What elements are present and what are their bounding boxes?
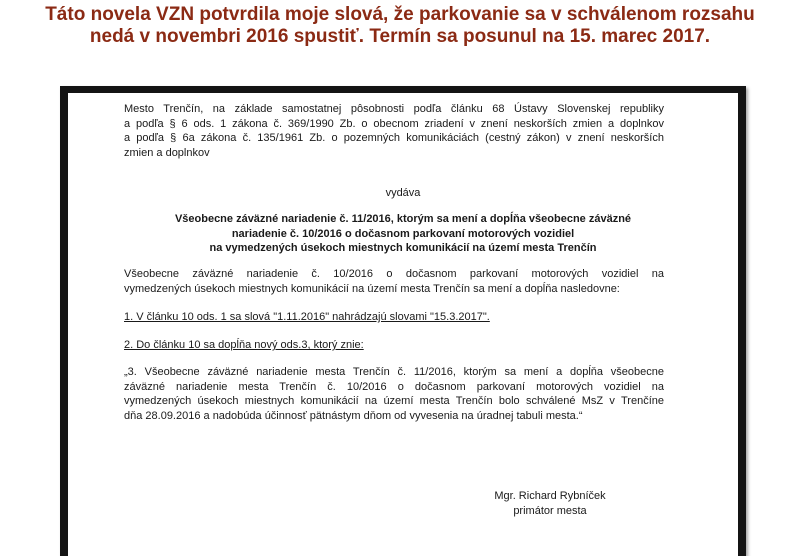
amendment-intro-paragraph (124, 267, 664, 296)
regulation-title (108, 212, 698, 256)
legal-basis-paragraph (124, 102, 664, 160)
issues-word: vydáva (385, 187, 421, 199)
quote-line: záväzné nariadenie mesta Trenčín č. 10/2016 o dočasnom parkovaní motorových vozidiel na (124, 380, 664, 393)
headline (0, 4, 800, 48)
document-page (68, 93, 738, 556)
amendment-point-2: 2. Do článku 10 sa dopĺňa nový ods.3, ktorý znie: (124, 339, 364, 351)
amendment-point-1: 1. V článku 10 ods. 1 sa slová "1.11.2016" nahrádzajú slovami "15.3.2017". (124, 311, 490, 323)
quote-line: „3. Všeobecne záväzné nariadenie mesta Trenčín č. 11/2016, ktorým sa mení a dopĺňa všeobecne (124, 366, 664, 378)
new-paragraph-quote (124, 365, 664, 423)
regulation-title-line: na vymedzených úsekoch miestnych komunikácií na území mesta Trenčín (209, 242, 597, 254)
signatory-name: Mgr. Richard Rybníček (494, 490, 606, 502)
headline-line-1: Táto novela VZN potvrdila moje slová, že parkovanie sa v schválenom rozsahu (45, 4, 755, 25)
legal-basis-line: Mesto Trenčín, na základe samostatnej pôsobnosti podľa článku 68 Ústavy Slovenskej republiky (124, 103, 664, 115)
signatory-role: primátor mesta (513, 504, 587, 517)
quote-line: vymedzených úsekoch miestnych komunikácií na území mesta Trenčín bolo schválené MsZ v Trenčíne (124, 395, 664, 407)
quote-line: dňa 28.09.2016 a nadobúda účinnosť pätnástym dňom od vyvesenia na úradnej tabuli mesta.“ (124, 409, 583, 422)
legal-basis-line: zmien a doplnkov (124, 146, 210, 159)
regulation-title-line: nariadenie č. 10/2016 o dočasnom parkovaní motorových vozidiel (231, 227, 575, 240)
document-frame (60, 86, 746, 556)
signature-block (470, 489, 630, 518)
amendment-intro-line: vymedzených úsekoch miestnych komunikácií na území mesta Trenčín sa mení a dopĺňa nasledovne: (124, 282, 620, 295)
headline-line-2: nedá v novembri 2016 spustiť. Termín sa posunul na 15. marec 2017. (89, 26, 711, 47)
legal-basis-line: a podľa § 6 ods. 1 zákona č. 369/1990 Zb. o obecnom zriadení v znení neskorších zmien a doplnkov (124, 117, 664, 130)
regulation-title-line: Všeobecne záväzné nariadenie č. 11/2016, ktorým sa mení a dopĺňa všeobecne záväzné (174, 213, 632, 225)
legal-basis-line: a podľa § 6a zákona č. 135/1961 Zb. o pozemných komunikáciách (cestný zákon) v znení neskorších (124, 132, 664, 144)
amendment-intro-line: Všeobecne záväzné nariadenie č. 10/2016 o dočasnom parkovaní motorových vozidiel na (124, 268, 664, 280)
